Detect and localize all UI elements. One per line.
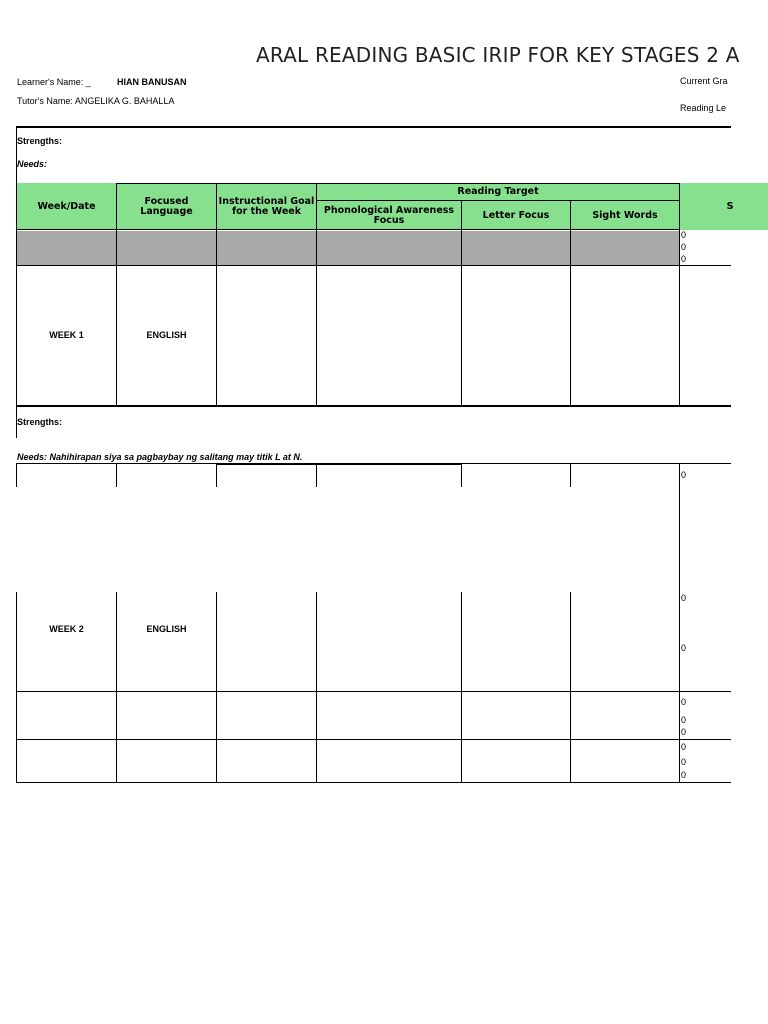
header-instructional-goal: Instructional Goal for the Week	[218, 195, 315, 217]
grid-line	[16, 265, 731, 266]
needs-label: Needs:	[17, 159, 48, 169]
learner-name-value: HIAN BANUSAN	[117, 77, 187, 87]
grid-vline	[679, 183, 680, 406]
header-week-date: Week/Date	[37, 200, 96, 212]
grid-vline	[116, 463, 117, 487]
gray-zero-1: 0	[681, 230, 687, 240]
strengths-label: Strengths:	[17, 136, 62, 146]
gray-zero-2: 0	[681, 242, 687, 252]
week1-language: ENGLISH	[146, 330, 187, 340]
rowa-zero-3: 0	[681, 727, 687, 737]
grid-vline	[216, 592, 217, 783]
document-title: ARAL READING BASIC IRIP FOR KEY STAGES 2 A	[256, 43, 740, 67]
rowb-zero-2: 0	[681, 757, 687, 767]
grid-line	[216, 464, 461, 465]
section1-top-border	[16, 126, 731, 128]
header-letter-focus: Letter Focus	[482, 210, 550, 221]
grid-vline	[316, 183, 317, 406]
table2-top-zero: 0	[681, 470, 687, 480]
grid-vline	[570, 200, 571, 406]
grid-vline	[216, 183, 217, 406]
header-cut-off: S	[726, 200, 734, 212]
reading-level-label: Reading Le	[680, 103, 727, 113]
grid-line	[316, 200, 680, 201]
strengths-label-2: Strengths:	[17, 417, 62, 427]
gray-zero-3: 0	[681, 254, 687, 264]
current-grade-label: Current Gra	[680, 76, 728, 86]
grid-vline	[461, 463, 462, 487]
rowa-zero-1: 0	[681, 697, 687, 707]
grid-vline	[461, 592, 462, 783]
grid-vline	[16, 183, 17, 406]
tutor-name-label: Tutor's Name: ANGELIKA G. BAHALLA	[17, 96, 175, 106]
needs-text-2: Needs: Nahihirapan siya sa pagbaybay ng salitang may titik L at N.	[17, 452, 303, 462]
week2-zero-1: 0	[681, 593, 687, 603]
header-reading-target: Reading Target	[457, 186, 539, 197]
grid-vline	[679, 463, 680, 783]
grid-vline	[116, 183, 117, 406]
grid-vline	[316, 592, 317, 783]
grid-line	[16, 782, 731, 783]
grid-vline	[16, 592, 17, 783]
grid-line	[16, 405, 731, 407]
week2-label: WEEK 2	[49, 624, 84, 634]
grid-vline	[570, 463, 571, 487]
rowa-zero-2: 0	[681, 715, 687, 725]
grid-vline	[16, 463, 17, 487]
rowb-zero-3: 0	[681, 770, 687, 780]
grid-vline	[461, 200, 462, 406]
grid-line	[16, 739, 731, 740]
grid-vline	[570, 592, 571, 783]
header-sight-words: Sight Words	[592, 210, 658, 221]
header-focused-language: Focused Language	[140, 195, 193, 217]
week1-label: WEEK 1	[49, 330, 84, 340]
learner-name-label: Learner's Name: _	[17, 77, 91, 87]
grid-line	[16, 691, 731, 692]
grid-line	[116, 183, 680, 184]
rowb-zero-1: 0	[681, 742, 687, 752]
grid-vline	[216, 463, 217, 487]
grid-vline	[316, 463, 317, 487]
week2-zero-2: 0	[681, 643, 687, 653]
grid-vline	[116, 592, 117, 783]
section1-left-border	[16, 126, 17, 183]
header-phonological: Phonological Awareness Focus	[323, 205, 455, 226]
week2-language: ENGLISH	[146, 624, 187, 634]
